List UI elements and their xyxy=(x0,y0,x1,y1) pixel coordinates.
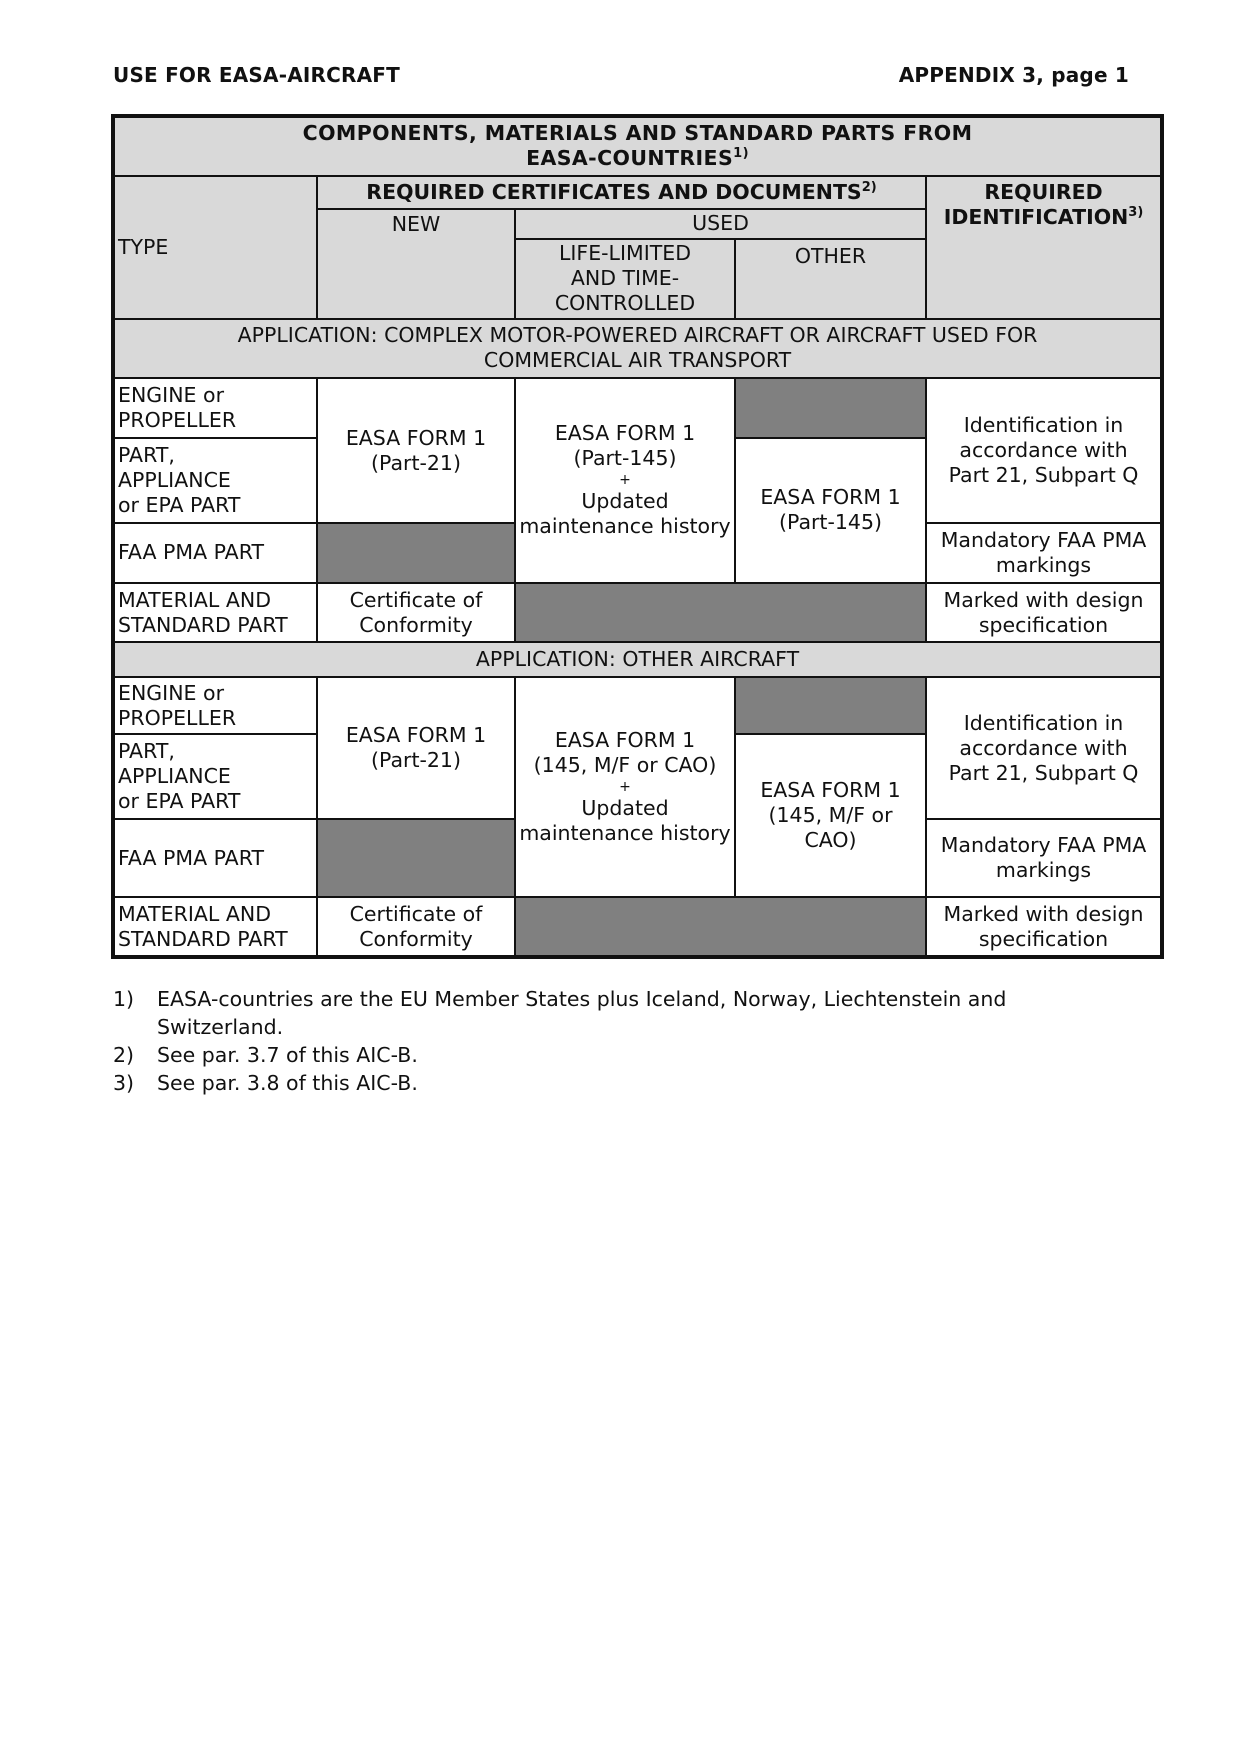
new-easa-form-1: EASA FORM 1 (Part-21) xyxy=(317,378,515,523)
header-right: APPENDIX 3, page 1 xyxy=(898,63,1129,87)
col-header-life-limited: LIFE-LIMITED AND TIME- CONTROLLED xyxy=(515,239,735,318)
type-engine-propeller: ENGINE or PROPELLER xyxy=(113,378,317,438)
type-material-standard-part: MATERIAL AND STANDARD PART xyxy=(113,583,317,643)
new-easa-form-1: EASA FORM 1 (Part-21) xyxy=(317,677,515,819)
type-faa-pma-part: FAA PMA PART xyxy=(113,819,317,897)
certificate-of-conformity: Certificate of Conformity xyxy=(317,897,515,957)
not-applicable-cell xyxy=(515,897,926,957)
faa-pma-markings: Mandatory FAA PMA markings xyxy=(926,523,1162,583)
not-applicable-cell xyxy=(317,523,515,583)
faa-pma-markings: Mandatory FAA PMA markings xyxy=(926,819,1162,897)
type-part-appliance: PART, APPLIANCE or EPA PART xyxy=(113,438,317,523)
requirements-table xyxy=(111,114,1164,959)
col-header-required-identification: REQUIRED IDENTIFICATION$^{3)}$ xyxy=(926,176,1162,319)
header-left: USE FOR EASA-AIRCRAFT xyxy=(113,63,401,87)
certificate-of-conformity: Certificate of Conformity xyxy=(317,583,515,643)
col-header-used: USED xyxy=(515,209,926,240)
application-section-1: APPLICATION: COMPLEX MOTOR-POWERED AIRCRAFT OR AIRCRAFT USED FOR COMMERCIAL AIR TRANSPORT xyxy=(113,319,1162,379)
other-easa-form-1: EASA FORM 1 (145, M/F or CAO) xyxy=(735,734,926,897)
col-header-other: OTHER xyxy=(735,239,926,318)
not-applicable-cell xyxy=(735,378,926,438)
footnote-2: 2) See par. 3.7 of this AIC-B. xyxy=(113,1043,418,1067)
marked-design-specification: Marked with design specification xyxy=(926,897,1162,957)
marked-design-specification: Marked with design specification xyxy=(926,583,1162,643)
life-limited-easa-form-1: EASA FORM 1 (Part-145) + Updated maintenance history xyxy=(515,378,735,583)
other-easa-form-1: EASA FORM 1 (Part-145) xyxy=(735,438,926,583)
footnote-1: 1) EASA-countries are the EU Member States plus Iceland, Norway, Liechtenstein and Switzerland. xyxy=(113,987,1007,1039)
type-engine-propeller: ENGINE or PROPELLER xyxy=(113,677,317,734)
identification-part-21: Identification in accordance with Part 21, Subpart Q xyxy=(926,378,1162,523)
identification-part-21: Identification in accordance with Part 21, Subpart Q xyxy=(926,677,1162,819)
type-material-standard-part: MATERIAL AND STANDARD PART xyxy=(113,897,317,957)
col-header-new: NEW xyxy=(317,209,515,319)
not-applicable-cell xyxy=(317,819,515,897)
type-part-appliance: PART, APPLIANCE or EPA PART xyxy=(113,734,317,819)
table-title: COMPONENTS, MATERIALS AND STANDARD PARTS FROM EASA-COUNTRIES$^{1)}$ xyxy=(113,116,1162,176)
not-applicable-cell xyxy=(515,583,926,643)
footnotes xyxy=(113,985,1113,1097)
col-header-type: TYPE xyxy=(113,176,317,319)
life-limited-easa-form-1: EASA FORM 1 (145, M/F or CAO) + Updated maintenance history xyxy=(515,677,735,897)
col-header-required-certs: REQUIRED CERTIFICATES AND DOCUMENTS$^{2)}$ xyxy=(317,176,926,209)
type-faa-pma-part: FAA PMA PART xyxy=(113,523,317,583)
footnote-3: 3) See par. 3.8 of this AIC-B. xyxy=(113,1071,418,1095)
application-section-2: APPLICATION: OTHER AIRCRAFT xyxy=(113,642,1162,677)
not-applicable-cell xyxy=(735,677,926,734)
